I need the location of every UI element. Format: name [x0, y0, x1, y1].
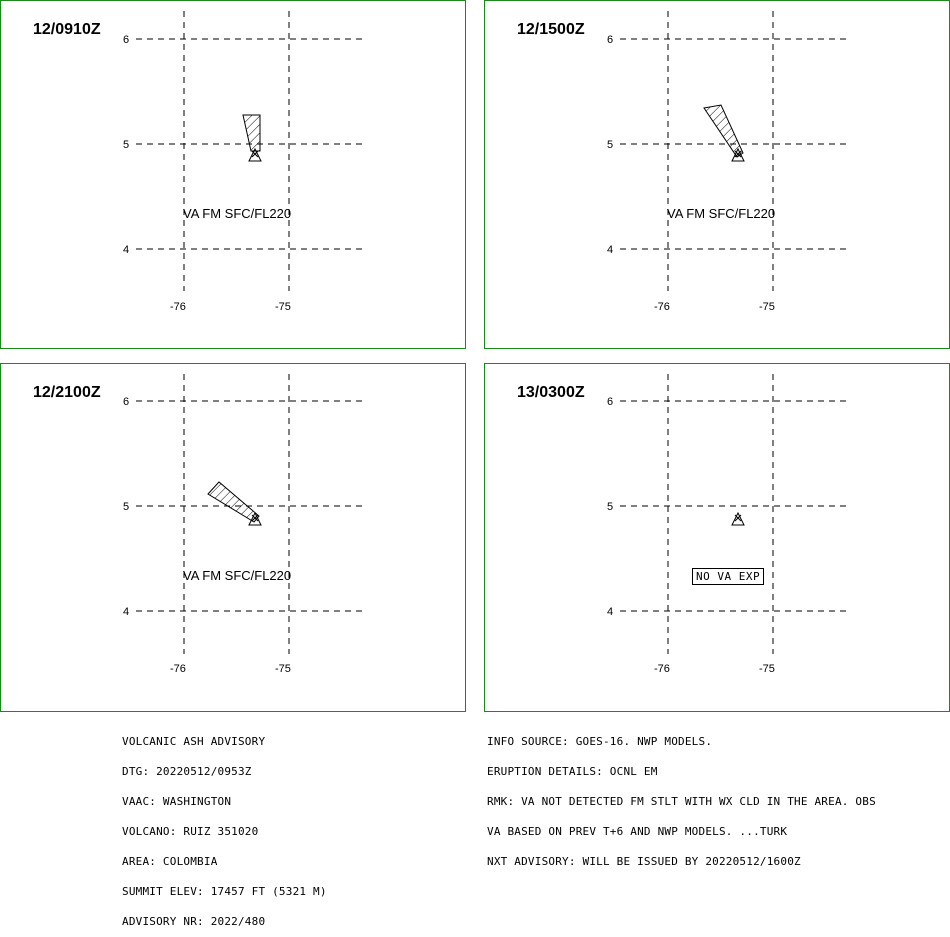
lat-tick-5: 5 — [123, 139, 130, 151]
lat-tick-4: 4 — [123, 606, 130, 618]
lat-tick-5: 5 — [123, 501, 130, 513]
va-label: VA FM SFC/FL220 — [667, 206, 776, 221]
ash-cloud-polygon — [208, 482, 259, 522]
lat-tick-6: 6 — [607, 396, 614, 408]
advisory-remarks-block — [487, 717, 876, 877]
lon-tick-75: -75 — [759, 663, 775, 675]
volcano-icon — [732, 513, 744, 525]
lon-tick-75: -75 — [275, 663, 291, 675]
advisory-line: RMK: VA NOT DETECTED FM STLT WITH WX CLD IN THE AREA. OBS — [487, 795, 876, 808]
advisory-line: AREA: COLOMBIA — [122, 855, 218, 868]
lon-tick-75: -75 — [759, 301, 775, 313]
lat-tick-4: 4 — [607, 244, 614, 256]
lon-tick-76: -76 — [654, 663, 670, 675]
lat-tick-6: 6 — [123, 34, 130, 46]
advisory-line: VA BASED ON PREV T+6 AND NWP MODELS. ...TURK — [487, 825, 788, 838]
panel-time: 12/1500Z — [517, 21, 585, 38]
advisory-line: ADVISORY NR: 2022/480 — [122, 915, 266, 928]
map-panel-2 — [484, 0, 950, 349]
lat-tick-5: 5 — [607, 501, 614, 513]
panel-time: 12/2100Z — [33, 384, 101, 401]
lat-tick-4: 4 — [607, 606, 614, 618]
no-va-exp-box: NO VA EXP — [692, 568, 764, 585]
lat-tick-4: 4 — [123, 244, 130, 256]
va-label: VA FM SFC/FL220 — [183, 206, 292, 221]
lat-tick-6: 6 — [607, 34, 614, 46]
va-label: VA FM SFC/FL220 — [183, 568, 292, 583]
panel-time: 12/0910Z — [33, 21, 101, 38]
lon-tick-76: -76 — [170, 663, 186, 675]
advisory-line: NXT ADVISORY: WILL BE ISSUED BY 20220512/1600Z — [487, 855, 801, 868]
advisory-line: SUMMIT ELEV: 17457 FT (5321 M) — [122, 885, 327, 898]
lat-tick-6: 6 — [123, 396, 130, 408]
advisory-line: DTG: 20220512/0953Z — [122, 765, 252, 778]
lon-tick-76: -76 — [170, 301, 186, 313]
gridlines — [620, 374, 850, 654]
map-panel-1 — [0, 0, 466, 349]
advisory-line: VAAC: WASHINGTON — [122, 795, 232, 808]
lon-tick-75: -75 — [275, 301, 291, 313]
panel-time: 13/0300Z — [517, 384, 585, 401]
ash-cloud-polygon — [704, 105, 743, 157]
advisory-line: ERUPTION DETAILS: OCNL EM — [487, 765, 658, 778]
map-panel-4 — [484, 363, 950, 712]
advisory-line: VOLCANO: RUIZ 351020 — [122, 825, 259, 838]
advisory-line: VOLCANIC ASH ADVISORY — [122, 735, 266, 748]
lat-tick-5: 5 — [607, 139, 614, 151]
map-panel-3 — [0, 363, 466, 712]
lon-tick-76: -76 — [654, 301, 670, 313]
advisory-header-block — [122, 717, 327, 937]
advisory-line: INFO SOURCE: GOES-16. NWP MODELS. — [487, 735, 713, 748]
ash-cloud-polygon — [243, 115, 260, 151]
